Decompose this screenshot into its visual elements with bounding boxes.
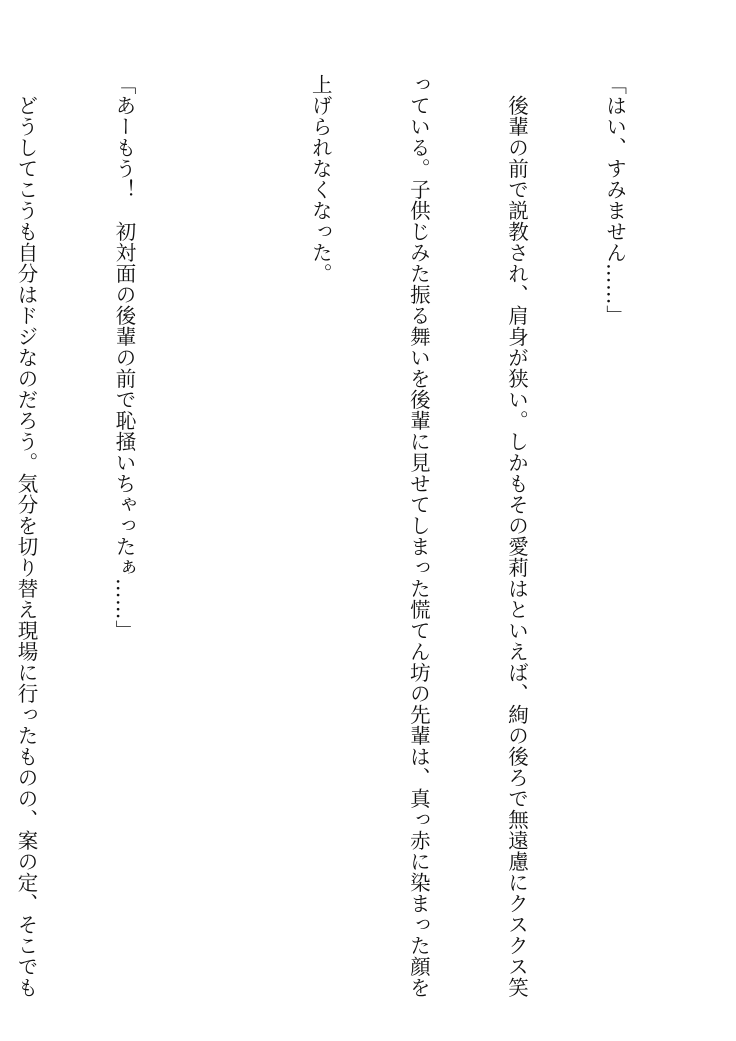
text-line: どうしてこうも自分はドジなのだろう。気分を切り替え現場に行ったものの、案の定、そこでも [13, 74, 38, 998]
text-line: 「はい、すみません……」 [602, 74, 627, 326]
text-line [205, 74, 238, 974]
vertical-text-body [13, 74, 696, 998]
text-line: 上げられなくなった。 [308, 74, 333, 284]
text-line: っている。子供じみた振る舞いを後輩に見せてしまった慌てん坊の先輩は、真っ赤に染まった顔を [406, 74, 431, 998]
text-line: 「あーもう！ 初対面の後輩の前で恥掻いちゃったぁ……」 [112, 74, 137, 641]
text-line: 後輩の前で説教され、肩身が狭い。しかもその愛莉はといえば、絢の後ろで無遠慮にクスクス笑 [504, 74, 529, 998]
